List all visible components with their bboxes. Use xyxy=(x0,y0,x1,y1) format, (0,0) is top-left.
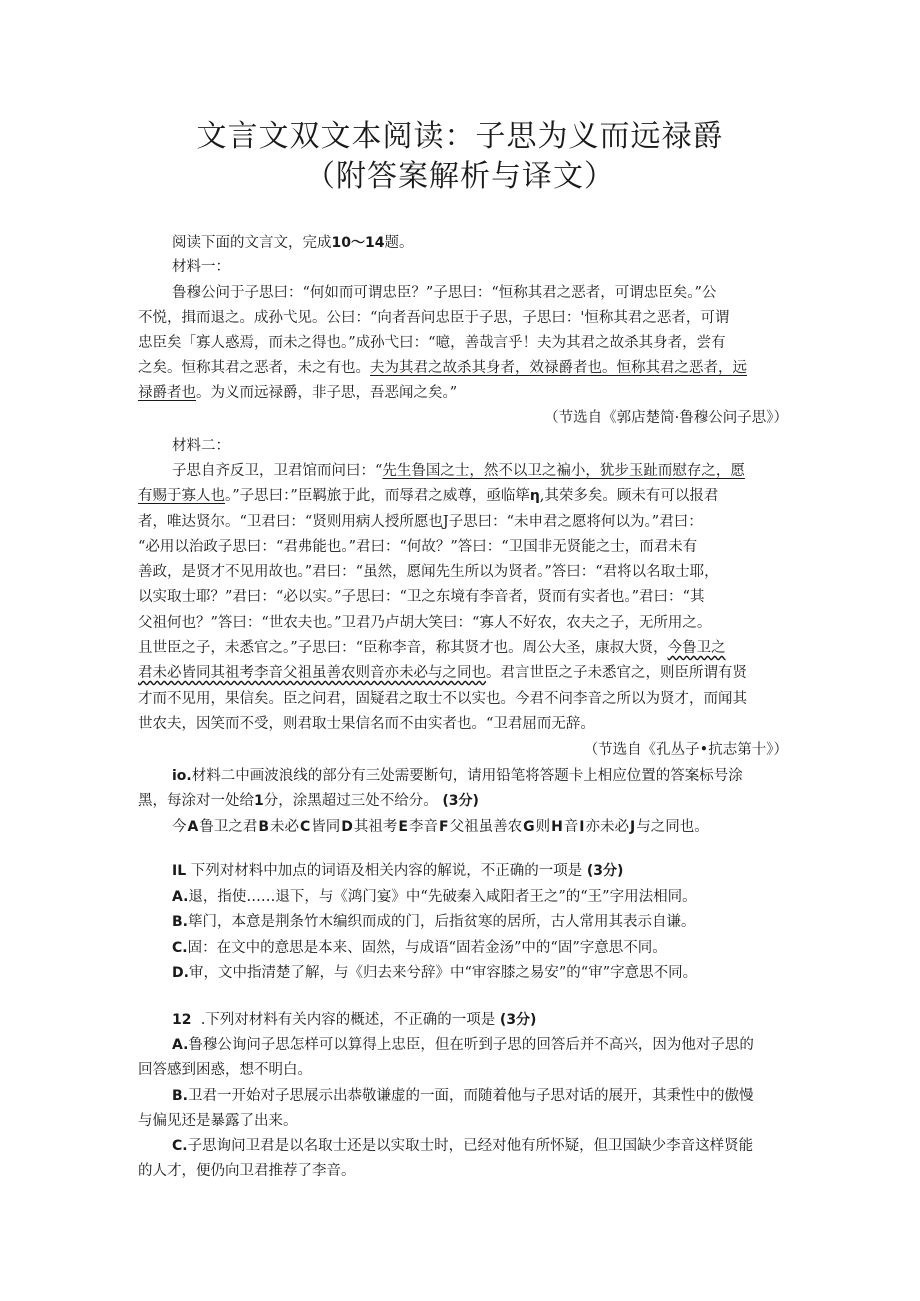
option-text: 退，指使……退下，与《鸿门宴》中“先破秦入咸阳者王之”的“王”字用法相同。 xyxy=(188,889,697,905)
material2-line: 世农夫，因笑而不受，则君取士果信名而不由实者也。“卫君屈而无辞。 xyxy=(138,716,595,732)
option-label: C. xyxy=(172,1138,188,1154)
q10-stem xyxy=(172,767,822,785)
option-label: B. xyxy=(172,914,188,930)
q10-segment: 则 xyxy=(535,819,551,835)
material1-heading: 材料一： xyxy=(172,259,230,275)
q10-text: 分，涂黑超过三处不给分。 xyxy=(263,793,438,809)
q10-text: 材料二中画波浪线的部分有三处需要断句，请用铅笔将答题卡上相应位置的答案标号涂 xyxy=(191,768,743,784)
material1-underlined: 禄爵者也 xyxy=(138,385,196,401)
q10-label: B xyxy=(258,819,270,835)
q10-label: A xyxy=(187,819,199,835)
q10-score: (3分) xyxy=(442,793,479,809)
material2-line: 者，唯达贤尔。“卫君曰：“贤则用病人授所愿也J子思曰：“未申君之愿将何以为。”君曰： xyxy=(138,514,703,530)
q10-label: F xyxy=(439,819,449,835)
q10-segment: 李音 xyxy=(409,819,438,835)
material2-line xyxy=(138,639,788,657)
q10-segment: 今 xyxy=(172,819,187,835)
q10-segment: 父祖虽善农 xyxy=(449,819,523,835)
material2-text: 。君言世臣之子未悉官之，则臣所谓有贤 xyxy=(486,665,747,681)
q10-segment: 鲁卫之君 xyxy=(199,819,258,835)
material2-text: ,其荣多矣。顾未有可以报君 xyxy=(539,488,719,504)
q11-option-b xyxy=(172,913,822,931)
material2-symbol: η xyxy=(529,488,540,504)
material2-line xyxy=(138,487,788,505)
q12-option-c xyxy=(172,1137,822,1155)
q12-text: .下列对材料有关内容的概述，不正确的一项是 xyxy=(200,1012,496,1028)
option-label: A. xyxy=(172,889,189,905)
material1-text: 之矣。恒称其君之恶者，未之有也。 xyxy=(138,360,370,376)
material2-wavy: 君未必皆同其祖考李音父祖虽善农则音亦未必与之同也 xyxy=(138,665,486,681)
material2-text: 且世臣之子，未悉官之。”子思曰：“臣称李音，称其贤才也。周公大圣，康叔大贤， xyxy=(138,640,668,656)
q12-option-a-cont: 回答感到困惑，想不明白。 xyxy=(138,1062,312,1078)
material1-line: 不悦，揖而退之。成孙弋见。公曰：“向者吾问忠臣于子思，子思曰：'恒称其君之恶者，可谓 xyxy=(138,310,730,326)
material2-text: 子思自齐反卫，卫君馆而问曰：“ xyxy=(172,463,383,479)
doc-title-line2: （附答案解析与译文） xyxy=(305,159,615,194)
option-text: 子思询问卫君是以名取士还是以实取士时，已经对他有所怀疑，但卫国缺少李音这样贤能 xyxy=(187,1138,754,1154)
option-text: 鲁穆公询问子思怎样可以算得上忠臣，但在听到子思的回答后并不高兴，因为他对子思的 xyxy=(188,1037,754,1053)
q10-segment: 其祖考 xyxy=(353,819,398,835)
material2-line: 以实取士耶？”君曰：“必以实。”子思曰：“卫之东境有李音者，贤而有实者也。”君曰：“其 xyxy=(138,589,705,605)
material2-line xyxy=(138,664,788,682)
q12-number: 12 xyxy=(172,1012,192,1028)
option-label: C. xyxy=(172,940,188,956)
instruction-prefix: 阅读下面的文言文，完成 xyxy=(172,235,332,251)
q10-label: H xyxy=(551,819,563,835)
material1-line: 鲁穆公问于子思曰：“何如而可谓忠臣？”子思曰：“恒称其君之恶者，可谓忠臣矣。”公 xyxy=(172,285,717,301)
q10-number: io. xyxy=(172,768,192,784)
option-label: B. xyxy=(172,1088,188,1104)
q10-options xyxy=(172,818,822,836)
material1-line xyxy=(138,359,788,377)
q10-segment: 音 xyxy=(563,819,579,835)
q12-option-a xyxy=(172,1036,822,1054)
instruction-suffix: 题。 xyxy=(384,235,414,251)
material2-source: （节选自《孔丛子•抗志第十》） xyxy=(583,742,788,758)
q11-stem xyxy=(172,862,822,880)
material2-line xyxy=(172,462,822,480)
option-text: 固：在文中的意思是本来、固然，与成语“固若金汤”中的“固”字意思不同。 xyxy=(187,940,667,956)
q11-option-c xyxy=(172,939,822,957)
q10-label: G xyxy=(523,819,535,835)
q11-option-d xyxy=(172,964,822,982)
instruction-range: 10〜14 xyxy=(331,235,385,251)
q11-option-a xyxy=(172,888,822,906)
q10-segment: 亦未必 xyxy=(585,819,630,835)
q10-points: 1 xyxy=(254,793,264,809)
material2-line: 父祖何也？”答曰：“世农夫也。”卫君乃卢胡大笑曰：“寡人不好农，农夫之子，无所用之。 xyxy=(138,615,712,631)
q12-option-b xyxy=(172,1087,822,1105)
material1-text: 。为义而远禄爵，非子思，吾恶闻之矣。” xyxy=(196,385,458,401)
material2-wavy: 今鲁卫之 xyxy=(667,640,726,656)
material2-line: “必用以治政子思曰：“君弗能也。”君曰：“何故？”答曰：“卫国非无贤能之士，而君未有 xyxy=(138,539,698,555)
option-label: A. xyxy=(172,1037,189,1053)
material2-line: 善政，是贤才不见用故也。”君曰：“虽然，愿闻先生所以为贤者。”答曰：“君将以名取士耶， xyxy=(138,564,719,580)
material2-text: 。”子思曰：”臣羁旅于此，而辱君之威尊，亟临筚 xyxy=(225,488,530,504)
q10-label: J xyxy=(630,819,636,835)
option-text: 筚门，本意是荆条竹木编织而成的门，后指贫寒的居所，古人常用其表示自谦。 xyxy=(188,914,696,930)
q10-segment: 皆同 xyxy=(311,819,341,835)
q11-score: (3分) xyxy=(586,863,624,879)
q10-label: I xyxy=(579,819,585,835)
material1-underlined: 夫为其君之故杀其身者，效禄爵者也。恒称其君之恶者，远 xyxy=(370,360,747,376)
q11-text: 下列对材料中加点的词语及相关内容的解说，不正确的一项是 xyxy=(190,863,583,879)
q10-label: D xyxy=(341,819,353,835)
q10-line2 xyxy=(138,792,788,810)
instruction xyxy=(172,234,822,252)
material1-line xyxy=(138,384,788,402)
q12-option-c-cont: 的人才，便仍向卫君推荐了李音。 xyxy=(138,1163,356,1179)
material1-line: 忠臣矣「寡人惑焉，而未之得也。”成孙弋曰：“噫，善哉言乎！夫为其君之故杀其身者，尝有 xyxy=(138,335,726,351)
q12-option-b-cont: 与偏见还是暴露了出来。 xyxy=(138,1113,298,1129)
doc-title-line1: 文言文双文本阅读：子思为义而远禄爵 xyxy=(196,119,724,154)
option-text: 卫君一开始对子思展示出恭敬谦虚的一面，而随着他与子思对话的展开，其秉性中的傲慢 xyxy=(188,1088,754,1104)
q10-segment: 未必 xyxy=(270,819,300,835)
q10-text: 黑，每涂对一处给 xyxy=(138,793,254,809)
material2-underlined: 先生鲁国之士，然不以卫之褊小，犹步玉趾而慰存之，愿 xyxy=(382,463,745,479)
q12-stem xyxy=(172,1011,822,1029)
option-label: D. xyxy=(172,965,189,981)
q10-label: E xyxy=(398,819,408,835)
material2-underlined: 有赐于寡人也 xyxy=(138,488,225,504)
q10-segment: 与之同也。 xyxy=(636,819,709,835)
material1-source: （节选自《郭店楚简·鲁穆公问子思》） xyxy=(544,410,788,426)
q11-number: IL xyxy=(172,863,187,879)
option-text: 审，文中指清楚了解，与《归去来兮辞》中“审容膝之易安”的“审”字意思不同。 xyxy=(188,965,698,981)
q10-label: C xyxy=(300,819,311,835)
material2-line: 才而不见用，果信矣。臣之问君，固疑君之取士不以实也。今君不问李音之所以为贤才，而闻其 xyxy=(138,691,747,707)
q12-score: (3分) xyxy=(499,1012,537,1028)
material2-heading: 材料二： xyxy=(172,438,230,454)
